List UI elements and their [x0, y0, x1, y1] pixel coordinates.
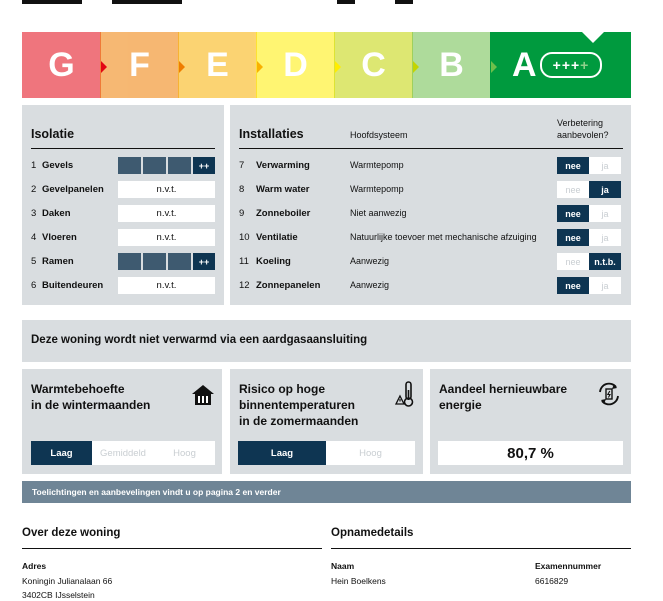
isolatie-title: Isolatie	[31, 127, 75, 141]
verbetering-nee: nee	[557, 157, 589, 174]
risico-title-line2: binnentemperaturen	[239, 398, 356, 412]
installatie-row-label	[239, 160, 310, 171]
installatie-system: Natuurlijke toevoer met mechanische afzuiging	[350, 232, 537, 242]
row-number: 7	[239, 160, 245, 171]
warmtebehoefte-option-gemiddeld: Gemiddeld	[100, 447, 146, 459]
row-text: Gevels	[42, 160, 74, 171]
hernieuwbaar-title	[439, 381, 567, 413]
verbetering-nee: nee	[557, 253, 589, 270]
renewable-energy-icon	[596, 381, 622, 407]
toelichting-banner: Toelichtingen en aanbevelingen vindt u op pagina 2 en verder	[22, 481, 631, 503]
row-text: Vloeren	[42, 232, 77, 243]
energy-class-letter: E	[206, 45, 229, 84]
energy-class-d	[256, 32, 335, 98]
warmtebehoefte-scale	[31, 441, 215, 465]
row-number: 6	[31, 280, 37, 291]
scale-cell	[143, 157, 166, 174]
isolatie-row-label	[31, 208, 71, 219]
gas-notice-text: Deze woning wordt niet verwarmd via een aardgasaansluiting	[31, 334, 368, 346]
installatie-row-label	[239, 184, 310, 195]
segment-notch	[179, 61, 185, 73]
row-number: 2	[31, 184, 37, 195]
energy-class-letter: C	[361, 45, 386, 84]
row-text: Verwarming	[256, 160, 310, 171]
energy-class-b	[412, 32, 491, 98]
row-text: Gevelpanelen	[42, 184, 104, 195]
isolatie-row-label	[31, 256, 74, 267]
scale-cell	[118, 253, 141, 270]
warmtebehoefte-title	[31, 381, 150, 413]
isolatie-quality-scale	[118, 157, 215, 174]
installatie-system: Warmtepomp	[350, 160, 404, 170]
opnamedetails-rule	[331, 548, 631, 549]
isolatie-row-label	[31, 280, 103, 291]
segment-notch	[101, 61, 107, 73]
verbetering-toggle	[557, 157, 621, 174]
energy-class-letter: F	[129, 45, 150, 84]
installatie-system: Aanwezig	[350, 280, 390, 290]
row-number: 5	[31, 256, 37, 267]
installaties-title-rule	[239, 148, 623, 149]
hoofdsysteem-header: Hoofdsysteem	[350, 130, 408, 140]
hernieuwbaar-title-line2: energie	[439, 398, 482, 412]
isolatie-row-label	[31, 160, 73, 171]
hernieuwbaar-title-line1: Aandeel hernieuwbare	[439, 382, 568, 396]
risico-option-laag: Laag	[238, 441, 326, 465]
row-number: 8	[239, 184, 245, 195]
isolatie-title-rule	[31, 148, 215, 149]
warmtebehoefte-option-laag: Laag	[31, 441, 92, 465]
verbetering-toggle	[557, 277, 621, 294]
row-number: 1	[31, 160, 37, 171]
risico-option-hoog: Hoog	[359, 447, 382, 459]
row-number: 12	[239, 280, 250, 291]
isolatie-row-label	[31, 232, 77, 243]
hernieuwbaar-value-box	[438, 441, 623, 465]
over-woning-rule	[22, 548, 322, 549]
page-top-remnant	[22, 0, 422, 6]
row-text: Ventilatie	[256, 232, 298, 243]
scale-cell	[168, 253, 191, 270]
scale-plus-cell: ++	[193, 157, 215, 174]
row-text: Warm water	[256, 184, 310, 195]
warmtebehoefte-title-line1: Warmtebehoefte	[31, 382, 125, 396]
segment-notch	[413, 61, 419, 73]
opnamedetails-title: Opnamedetails	[331, 527, 414, 539]
verbetering-ja: ja	[589, 181, 621, 198]
energy-class-letter: D	[283, 45, 308, 84]
verbetering-ja: ja	[589, 205, 621, 222]
row-text: Ramen	[42, 256, 74, 267]
adres-label: Adres	[22, 561, 47, 571]
warmtebehoefte-title-line2: in de wintermaanden	[31, 398, 151, 412]
row-text: Zonnepanelen	[256, 280, 321, 291]
verbetering-ja: ja	[589, 277, 621, 294]
energy-class-letter: A	[512, 45, 537, 84]
verbetering-toggle	[557, 253, 621, 270]
naam-value: Hein Boelkens	[331, 576, 386, 586]
risico-title-line1: Risico op hoge	[239, 382, 326, 396]
row-number: 3	[31, 208, 37, 219]
row-text: Koeling	[256, 256, 291, 267]
installatie-row-label	[239, 232, 298, 243]
row-text: Zonneboiler	[256, 208, 311, 219]
energy-class-e	[178, 32, 257, 98]
installatie-system: Warmtepomp	[350, 184, 404, 194]
row-text: Buitendeuren	[42, 280, 104, 291]
risico-title-line3: in de zomermaanden	[239, 414, 359, 428]
energy-class-letter: B	[439, 45, 464, 84]
energy-class-c	[334, 32, 413, 98]
plus-badge-faded: +	[580, 57, 590, 73]
plus-badge-text: +++	[552, 57, 581, 73]
installatie-row-label	[239, 256, 291, 267]
hernieuwbaar-value: 80,7 %	[507, 444, 554, 462]
verbetering-ja: n.t.b.	[589, 253, 621, 270]
installatie-row-label	[239, 208, 310, 219]
energy-label-bar	[22, 32, 631, 98]
verbetering-nee: nee	[557, 277, 589, 294]
isolatie-quality-scale	[118, 253, 215, 270]
verbetering-ja: ja	[589, 157, 621, 174]
thermometer-warning-icon	[395, 380, 417, 408]
plus-badge	[540, 52, 602, 78]
verbetering-header: Verbetering aanbevolen?	[557, 118, 609, 140]
verbetering-toggle	[557, 229, 621, 246]
isolatie-nvt-box: n.v.t.	[118, 205, 215, 222]
verbetering-ja: ja	[589, 229, 621, 246]
adres-line1: Koningin Julianalaan 66	[22, 576, 113, 586]
active-class-pointer	[582, 32, 604, 43]
scale-cell	[118, 157, 141, 174]
energy-class-f	[100, 32, 179, 98]
house-heat-icon	[191, 384, 215, 406]
energy-class-g	[22, 32, 101, 98]
installatie-system: Niet aanwezig	[350, 208, 407, 218]
row-text: Daken	[42, 208, 71, 219]
scale-cell	[143, 253, 166, 270]
segment-notch	[335, 61, 341, 73]
row-number: 4	[31, 232, 37, 243]
verbetering-nee: nee	[557, 181, 589, 198]
verbetering-nee: nee	[557, 205, 589, 222]
isolatie-nvt-box: n.v.t.	[118, 181, 215, 198]
verbetering-toggle	[557, 205, 621, 222]
segment-notch	[257, 61, 263, 73]
risico-title	[239, 381, 358, 429]
examennummer-value: 6616829	[535, 576, 569, 586]
adres-line2: 3402CB IJsselstein	[22, 590, 95, 600]
examennummer-label: Examennummer	[535, 561, 602, 571]
scale-plus-cell: ++	[193, 253, 215, 270]
segment-notch	[491, 61, 497, 73]
risico-scale	[238, 441, 415, 465]
row-number: 11	[239, 256, 249, 267]
naam-label: Naam	[331, 561, 355, 571]
verbetering-toggle	[557, 181, 621, 198]
isolatie-nvt-box: n.v.t.	[118, 229, 215, 246]
installaties-title: Installaties	[239, 127, 304, 141]
row-number: 10	[239, 232, 250, 243]
verbetering-nee: nee	[557, 229, 589, 246]
over-woning-title: Over deze woning	[22, 527, 121, 539]
scale-cell	[168, 157, 191, 174]
installatie-system: Aanwezig	[350, 256, 390, 266]
installatie-row-label	[239, 280, 320, 291]
energy-class-letter: G	[48, 45, 75, 84]
isolatie-row-label	[31, 184, 104, 195]
warmtebehoefte-option-hoog: Hoog	[173, 447, 196, 459]
isolatie-nvt-box: n.v.t.	[118, 277, 215, 294]
row-number: 9	[239, 208, 245, 219]
